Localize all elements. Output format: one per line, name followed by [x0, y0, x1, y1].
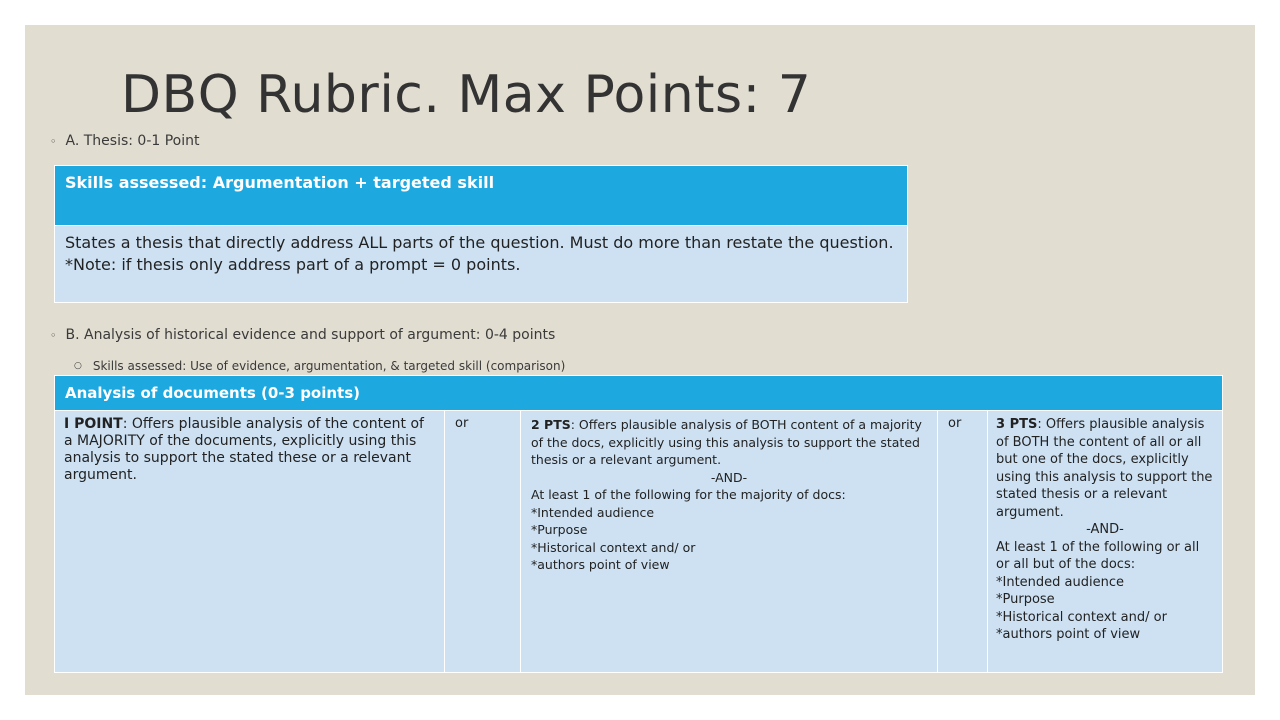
two-points-cell	[521, 411, 938, 673]
two-points-text: : Offers plausible analysis of BOTH content of a majority of the docs, explicitly using this analysis to support the stated thesis or a relevant argument.	[531, 417, 922, 467]
two-points-line: *authors point of view	[531, 557, 670, 572]
analysis-table-header: Analysis of documents (0-3 points)	[55, 376, 1223, 411]
one-point-cell	[55, 411, 445, 673]
three-points-line: *Intended audience	[996, 574, 1124, 590]
three-points-line: At least 1 of the following or all or all but of the docs:	[996, 539, 1200, 572]
slide	[25, 25, 1255, 695]
thesis-criteria-text: States a thesis that directly address ALL parts of the question. Must do more than restate the question.	[65, 233, 894, 252]
three-points-and: -AND-	[1086, 522, 1124, 537]
one-point-label: I POINT	[64, 416, 123, 432]
two-points-line: *Historical context and/ or	[531, 539, 696, 555]
two-points-line: At least 1 of the following for the majority of docs:	[531, 487, 846, 502]
or-cell-1: or	[445, 411, 521, 673]
two-points-line: *Intended audience	[531, 504, 655, 520]
bullet-thesis-text: A. Thesis: 0-1 Point	[65, 133, 200, 149]
three-points-line: *Purpose	[996, 592, 1055, 607]
bullet-analysis	[50, 327, 555, 343]
three-points-text: : Offers plausible analysis of BOTH the content of all or all but one of the docs, explicitly using this analysis to support the stated thesis or a relevant argument.	[996, 417, 1213, 520]
bullet-marker-icon: ◦	[50, 328, 57, 342]
three-points-cell	[988, 411, 1223, 673]
thesis-note-text: *Note: if thesis only address part of a prompt = 0 points.	[65, 255, 521, 274]
thesis-table-body	[55, 226, 908, 303]
two-points-line: *Purpose	[531, 522, 588, 537]
thesis-rubric-table	[54, 165, 908, 303]
sub-bullet-skills-text: Skills assessed: Use of evidence, argumentation, & targeted skill (comparison)	[92, 359, 566, 373]
two-points-label: 2 PTS	[531, 417, 571, 432]
bullet-analysis-text: B. Analysis of historical evidence and support of argument: 0-4 points	[65, 327, 556, 343]
sub-bullet-marker-icon: ○	[74, 361, 82, 371]
or-cell-2: or	[938, 411, 988, 673]
three-points-line: *Historical context and/ or	[996, 609, 1167, 625]
three-points-line: *authors point of view	[996, 627, 1141, 642]
slide-title: DBQ Rubric. Max Points: 7	[121, 65, 812, 125]
three-points-label: 3 PTS	[996, 417, 1038, 432]
one-point-text: : Offers plausible analysis of the content of a MAJORITY of the documents, explicitly using this analysis to support the stated these or a relevant argument.	[64, 416, 424, 483]
thesis-table-header: Skills assessed: Argumentation + targeted skill	[55, 166, 908, 226]
sub-bullet-skills	[74, 359, 565, 373]
two-points-and: -AND-	[710, 469, 748, 485]
bullet-thesis	[50, 133, 200, 149]
analysis-rubric-table	[54, 375, 1223, 673]
bullet-marker-icon: ◦	[50, 134, 57, 148]
